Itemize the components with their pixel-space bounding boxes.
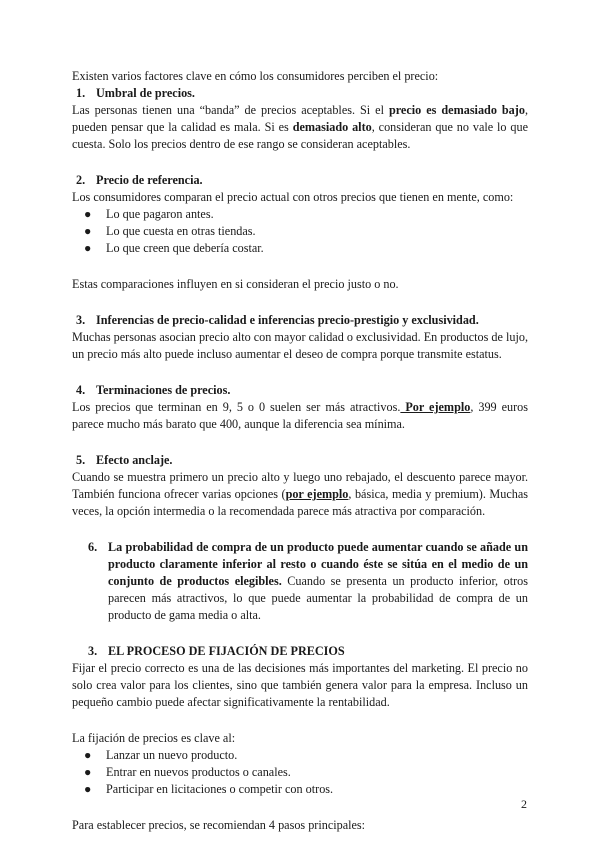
heading-precio-referencia (76, 172, 528, 189)
bold-run: demasiado alto (292, 120, 372, 134)
heading-anclaje (76, 452, 528, 469)
underlined-run: Por ejemplo (400, 400, 471, 414)
text-run: Cuando se presenta un producto inferior, otros parecen más atractivos, lo que puede aumentar la probabilidad de compra de un producto de gama media o alta. (108, 574, 528, 622)
list-item-text: Participar en licitaciones o competir con otros. (106, 782, 334, 796)
item-number: 6. (88, 540, 98, 554)
bold-run: precio es demasiado bajo (388, 103, 525, 117)
heading-title: Umbral de precios. (96, 86, 195, 100)
section-number: 3. (88, 644, 98, 658)
list-item-text: Lanzar un nuevo producto. (106, 748, 238, 762)
heading-number: 4. (76, 383, 86, 397)
bold-run: La probabilidad de compra de un producto puede aumentar cuando se añade un producto claramente inferior al resto o cuando éste se sitúa en el medio de un conjunto de productos elegibles. (108, 540, 528, 588)
bullet-icon: ● (84, 241, 92, 255)
text-run: , básica, media y premium). Muchas veces, la opción intermedia o la recomendada parece más atractiva por comparación. (72, 487, 528, 518)
heading-umbral (76, 85, 528, 102)
heading-inferencias (76, 312, 528, 329)
paragraph-inferencias: Muchas personas asocian precio alto con mayor calidad o exclusividad. En productos de lujo, un precio más alto puede incluso aumentar el deseo de compra porque transmite estatus. (72, 330, 528, 361)
reference-bullet-list (72, 206, 528, 257)
paragraph-clave: La fijación de precios es clave al: (72, 731, 236, 745)
list-item-text: Lo que cuesta en otras tiendas. (106, 224, 256, 238)
bullet-icon: ● (84, 748, 92, 762)
paragraph-fijacion: Fijar el precio correcto es una de las decisiones más importantes del marketing. El precio no solo crea valor para los clientes, sino que también genera valor para la empresa. Incluso un pequeño cambio puede afectar significativamente la rentabilidad. (72, 661, 528, 709)
list-item-text: Lo que pagaron antes. (106, 207, 214, 221)
list-item (84, 747, 528, 764)
heading-title: Inferencias de precio-calidad e inferencias precio-prestigio y exclusividad. (96, 313, 479, 327)
list-item (84, 240, 528, 257)
heading-title: Terminaciones de precios. (96, 383, 231, 397)
paragraph-referencia: Los consumidores comparan el precio actual con otros precios que tienen en mente, como: (72, 190, 514, 204)
heading-title: Efecto anclaje. (96, 453, 173, 467)
text-run: Los precios que terminan en 9, 5 o 0 suelen ser más atractivos. (72, 400, 401, 414)
paragraph-umbral (72, 102, 528, 153)
numbered-item-6 (72, 539, 528, 624)
bullet-icon: ● (84, 782, 92, 796)
list-item (84, 781, 528, 798)
paragraph-comparaciones: Estas comparaciones influyen en si consideran el precio justo o no. (72, 277, 399, 291)
heading-number: 1. (76, 86, 86, 100)
paragraph-anclaje (72, 469, 528, 520)
text-run: Cuando se muestra primero un precio alto y luego uno rebajado, el descuento parece mayor. También funciona ofrecer varias opciones ( (72, 470, 528, 501)
heading-number: 3. (76, 313, 86, 327)
heading-number: 2. (76, 173, 86, 187)
text-run: Las personas tienen una “banda” de precios aceptables. Si el (72, 103, 389, 117)
page-number: 2 (521, 797, 527, 811)
list-item (84, 764, 528, 781)
bullet-icon: ● (84, 207, 92, 221)
heading-number: 5. (76, 453, 86, 467)
paragraph-pasos: Para establecer precios, se recomiendan 4 pasos principales: (72, 818, 366, 832)
text-run: , 399 euros parece mucho más barato que 400, aunque la diferencia sea mínima. (72, 400, 529, 431)
list-item-text: Lo que creen que debería costar. (106, 241, 264, 255)
list-item (84, 223, 528, 240)
pricing-bullet-list (72, 747, 528, 798)
list-item (84, 206, 528, 223)
underlined-run: por ejemplo (285, 487, 349, 501)
heading-terminaciones (76, 382, 528, 399)
text-run: , consideran que no vale lo que cuesta. Solo los precios dentro de ese rango se consideran aceptables. (72, 120, 528, 151)
paragraph-terminaciones (72, 399, 528, 433)
section-heading-fijacion (72, 643, 528, 660)
list-item-text: Entrar en nuevos productos o canales. (106, 765, 291, 779)
intro-paragraph: Existen varios factores clave en cómo los consumidores perciben el precio: (72, 69, 439, 83)
heading-title: Precio de referencia. (96, 173, 203, 187)
bullet-icon: ● (84, 765, 92, 779)
bullet-icon: ● (84, 224, 92, 238)
document-body (72, 68, 528, 834)
section-title: EL PROCESO DE FIJACIÓN DE PRECIOS (108, 644, 345, 658)
text-run: , pueden pensar que la calidad es mala. Si es (72, 103, 528, 134)
